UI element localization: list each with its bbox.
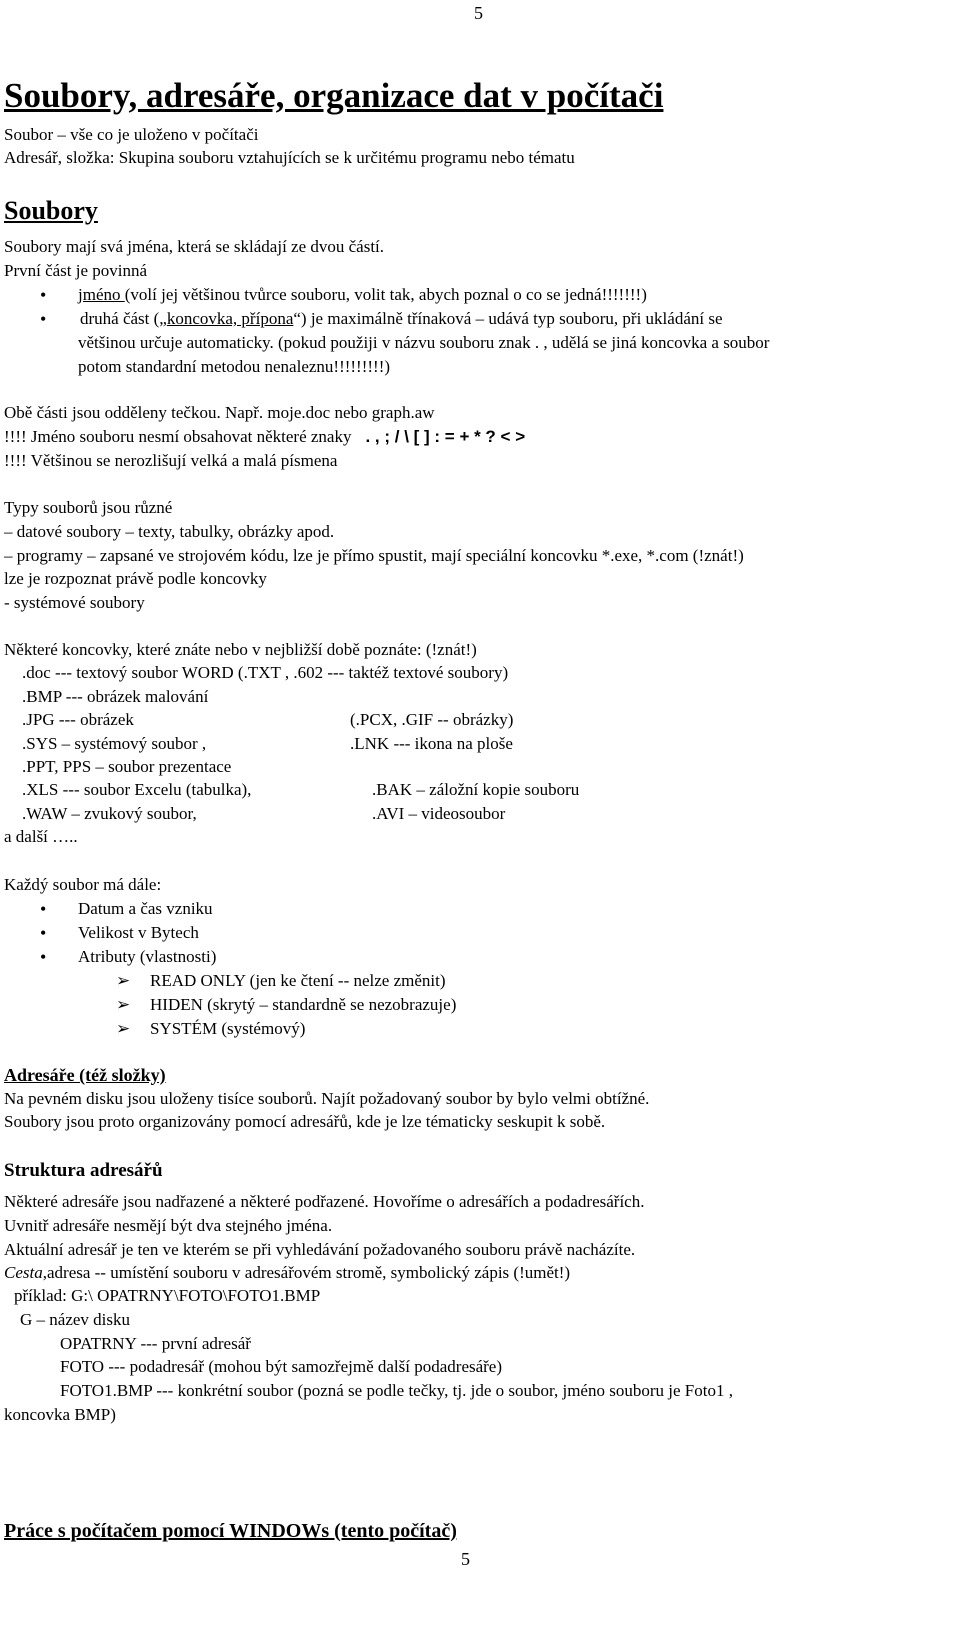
- paragraph-line: Aktuální adresář je ten ve kterém se při vyhledávání požadovaného souboru právě nacházíte.: [4, 1240, 636, 1259]
- bullet-continuation: většinou určuje automaticky. (pokud použiji v názvu souboru znak . , udělá se jiná koncovka a soubor: [78, 333, 770, 352]
- extension-item: .WAW – zvukový soubor,: [22, 804, 197, 823]
- intro-line: Adresář, složka: Skupina souboru vztahujících se k určitému programu nebo tématu: [4, 148, 575, 167]
- file-prop-item: Velikost v Bytech: [78, 923, 199, 942]
- paragraph-line: Obě části jsou odděleny tečkou. Např. moje.doc nebo graph.aw: [4, 403, 435, 422]
- type-item: lze je rozpoznat právě podle koncovky: [4, 569, 267, 588]
- paragraph-line: Uvnitř adresáře nesmějí být dva stejného jména.: [4, 1216, 333, 1235]
- extension-item: .SYS – systémový soubor ,: [22, 734, 207, 753]
- arrow-bullet-icon: ➢: [116, 971, 131, 990]
- bullet-text: “) je maximálně třínaková – udává typ souboru, při ukládání se: [293, 309, 723, 328]
- bullet-item: [80, 308, 723, 330]
- bullet-text: (volí jej většinou tvůrce souboru, volit tak, abych poznal o co se jedná!!!!!!!): [124, 285, 647, 304]
- section-heading-windows: Práce s počítačem pomocí WINDOWs (tento počítač): [4, 1520, 457, 1542]
- paragraph-line: Některé adresáře jsou nadřazené a některé podřazené. Hovoříme o adresářích a podadresářích.: [4, 1192, 645, 1211]
- section-heading-struktura: Struktura adresářů: [4, 1160, 163, 1181]
- example-part: G – název disku: [20, 1310, 131, 1329]
- extensions-heading: Některé koncovky, které znáte nebo v nejbližší době poznáte: (!znát!): [4, 640, 477, 659]
- file-prop-item: Datum a čas vzniku: [78, 899, 213, 918]
- bullet-icon: •: [40, 285, 47, 305]
- extension-item: .JPG --- obrázek: [22, 710, 134, 729]
- arrow-bullet-icon: ➢: [116, 1019, 131, 1038]
- intro-line: Soubor – vše co je uloženo v počítači: [4, 125, 259, 144]
- page-title: Soubory, adresáře, organizace dat v počítači: [4, 76, 664, 115]
- arrow-bullet-icon: ➢: [116, 995, 131, 1014]
- paragraph-line: Soubory mají svá jména, která se skládají ze dvou částí.: [4, 237, 385, 256]
- paragraph-line: Soubory jsou proto organizovány pomocí adresářů, kde je lze tématicky seskupit k sobě.: [4, 1112, 606, 1131]
- type-item: – datové soubory – texty, tabulky, obrázky apod.: [4, 522, 335, 541]
- forbidden-chars-line: [4, 426, 525, 448]
- path-text: ,adresa -- umístění souboru v adresářovém stromě, symbolický zápis (!umět!): [42, 1263, 571, 1282]
- page-number-bottom: 5: [461, 1549, 470, 1569]
- attribute-item: SYSTÉM (systémový): [150, 1019, 306, 1038]
- paragraph-line: První část je povinná: [4, 261, 148, 280]
- attribute-item: READ ONLY (jen ke čtení -- nelze změnit): [150, 971, 446, 990]
- bullet-icon: •: [40, 923, 47, 943]
- section-heading-soubory: Soubory: [4, 196, 98, 225]
- extension-item: .PPT, PPS – soubor prezentace: [22, 757, 232, 776]
- bullet-icon: •: [40, 309, 47, 329]
- page-number-top: 5: [474, 3, 483, 23]
- path-term: Cesta: [4, 1263, 43, 1282]
- path-definition: [4, 1262, 570, 1284]
- bullet-icon: •: [40, 899, 47, 919]
- extension-more: a další …..: [4, 827, 78, 846]
- underlined-term: jméno: [78, 285, 125, 304]
- attribute-item: HIDEN (skrytý – standardně se nezobrazuje): [150, 995, 457, 1014]
- extension-item: .BMP --- obrázek malování: [22, 687, 209, 706]
- paragraph-line: Na pevném disku jsou uloženy tisíce souborů. Najít požadovaný soubor by bylo velmi obtížné.: [4, 1089, 650, 1108]
- type-item: - systémové soubory: [4, 593, 145, 612]
- types-heading: Typy souborů jsou různé: [4, 498, 173, 517]
- forbidden-chars: . , ; / \ [ ] : = + * ? < >: [365, 427, 526, 446]
- bullet-item: [78, 284, 647, 306]
- extension-item: .AVI – videosoubor: [372, 804, 506, 823]
- example-line: příklad: G:\ OPATRNY\FOTO\FOTO1.BMP: [14, 1286, 321, 1305]
- forbidden-text: !!!! Jméno souboru nesmí obsahovat některé znaky: [4, 427, 352, 446]
- extension-item: .BAK – záložní kopie souboru: [372, 780, 580, 799]
- example-part: FOTO1.BMP --- konkrétní soubor (pozná se podle tečky, tj. jde o soubor, jméno souboru je Foto1 ,: [60, 1381, 733, 1400]
- file-prop-item: Atributy (vlastnosti): [78, 947, 217, 966]
- extension-item: (.PCX, .GIF -- obrázky): [350, 710, 514, 729]
- section-heading-adresare: Adresáře (též složky): [4, 1065, 166, 1085]
- example-part: OPATRNY --- první adresář: [60, 1334, 251, 1353]
- extension-item: .XLS --- soubor Excelu (tabulka),: [22, 780, 252, 799]
- bullet-icon: •: [40, 947, 47, 967]
- bullet-continuation: potom standardní metodou nenaleznu!!!!!!!!!): [78, 357, 391, 376]
- example-part: FOTO --- podadresář (mohou být samozřejmě další podadresáře): [60, 1357, 503, 1376]
- bullet-text: druhá část („: [80, 309, 167, 328]
- paragraph-line: !!!! Většinou se nerozlišují velká a malá písmena: [4, 451, 338, 470]
- extension-item: .doc --- textový soubor WORD (.TXT , .602 --- taktéž textové soubory): [22, 663, 509, 682]
- type-item: – programy – zapsané ve strojovém kódu, lze je přímo spustit, mají speciální koncovku *.exe, *.com (!znát!): [4, 546, 744, 565]
- extension-item: .LNK --- ikona na ploše: [350, 734, 513, 753]
- example-tail: koncovka BMP): [4, 1405, 116, 1424]
- file-props-heading: Každý soubor má dále:: [4, 875, 162, 894]
- underlined-term: koncovka, přípona: [166, 309, 294, 328]
